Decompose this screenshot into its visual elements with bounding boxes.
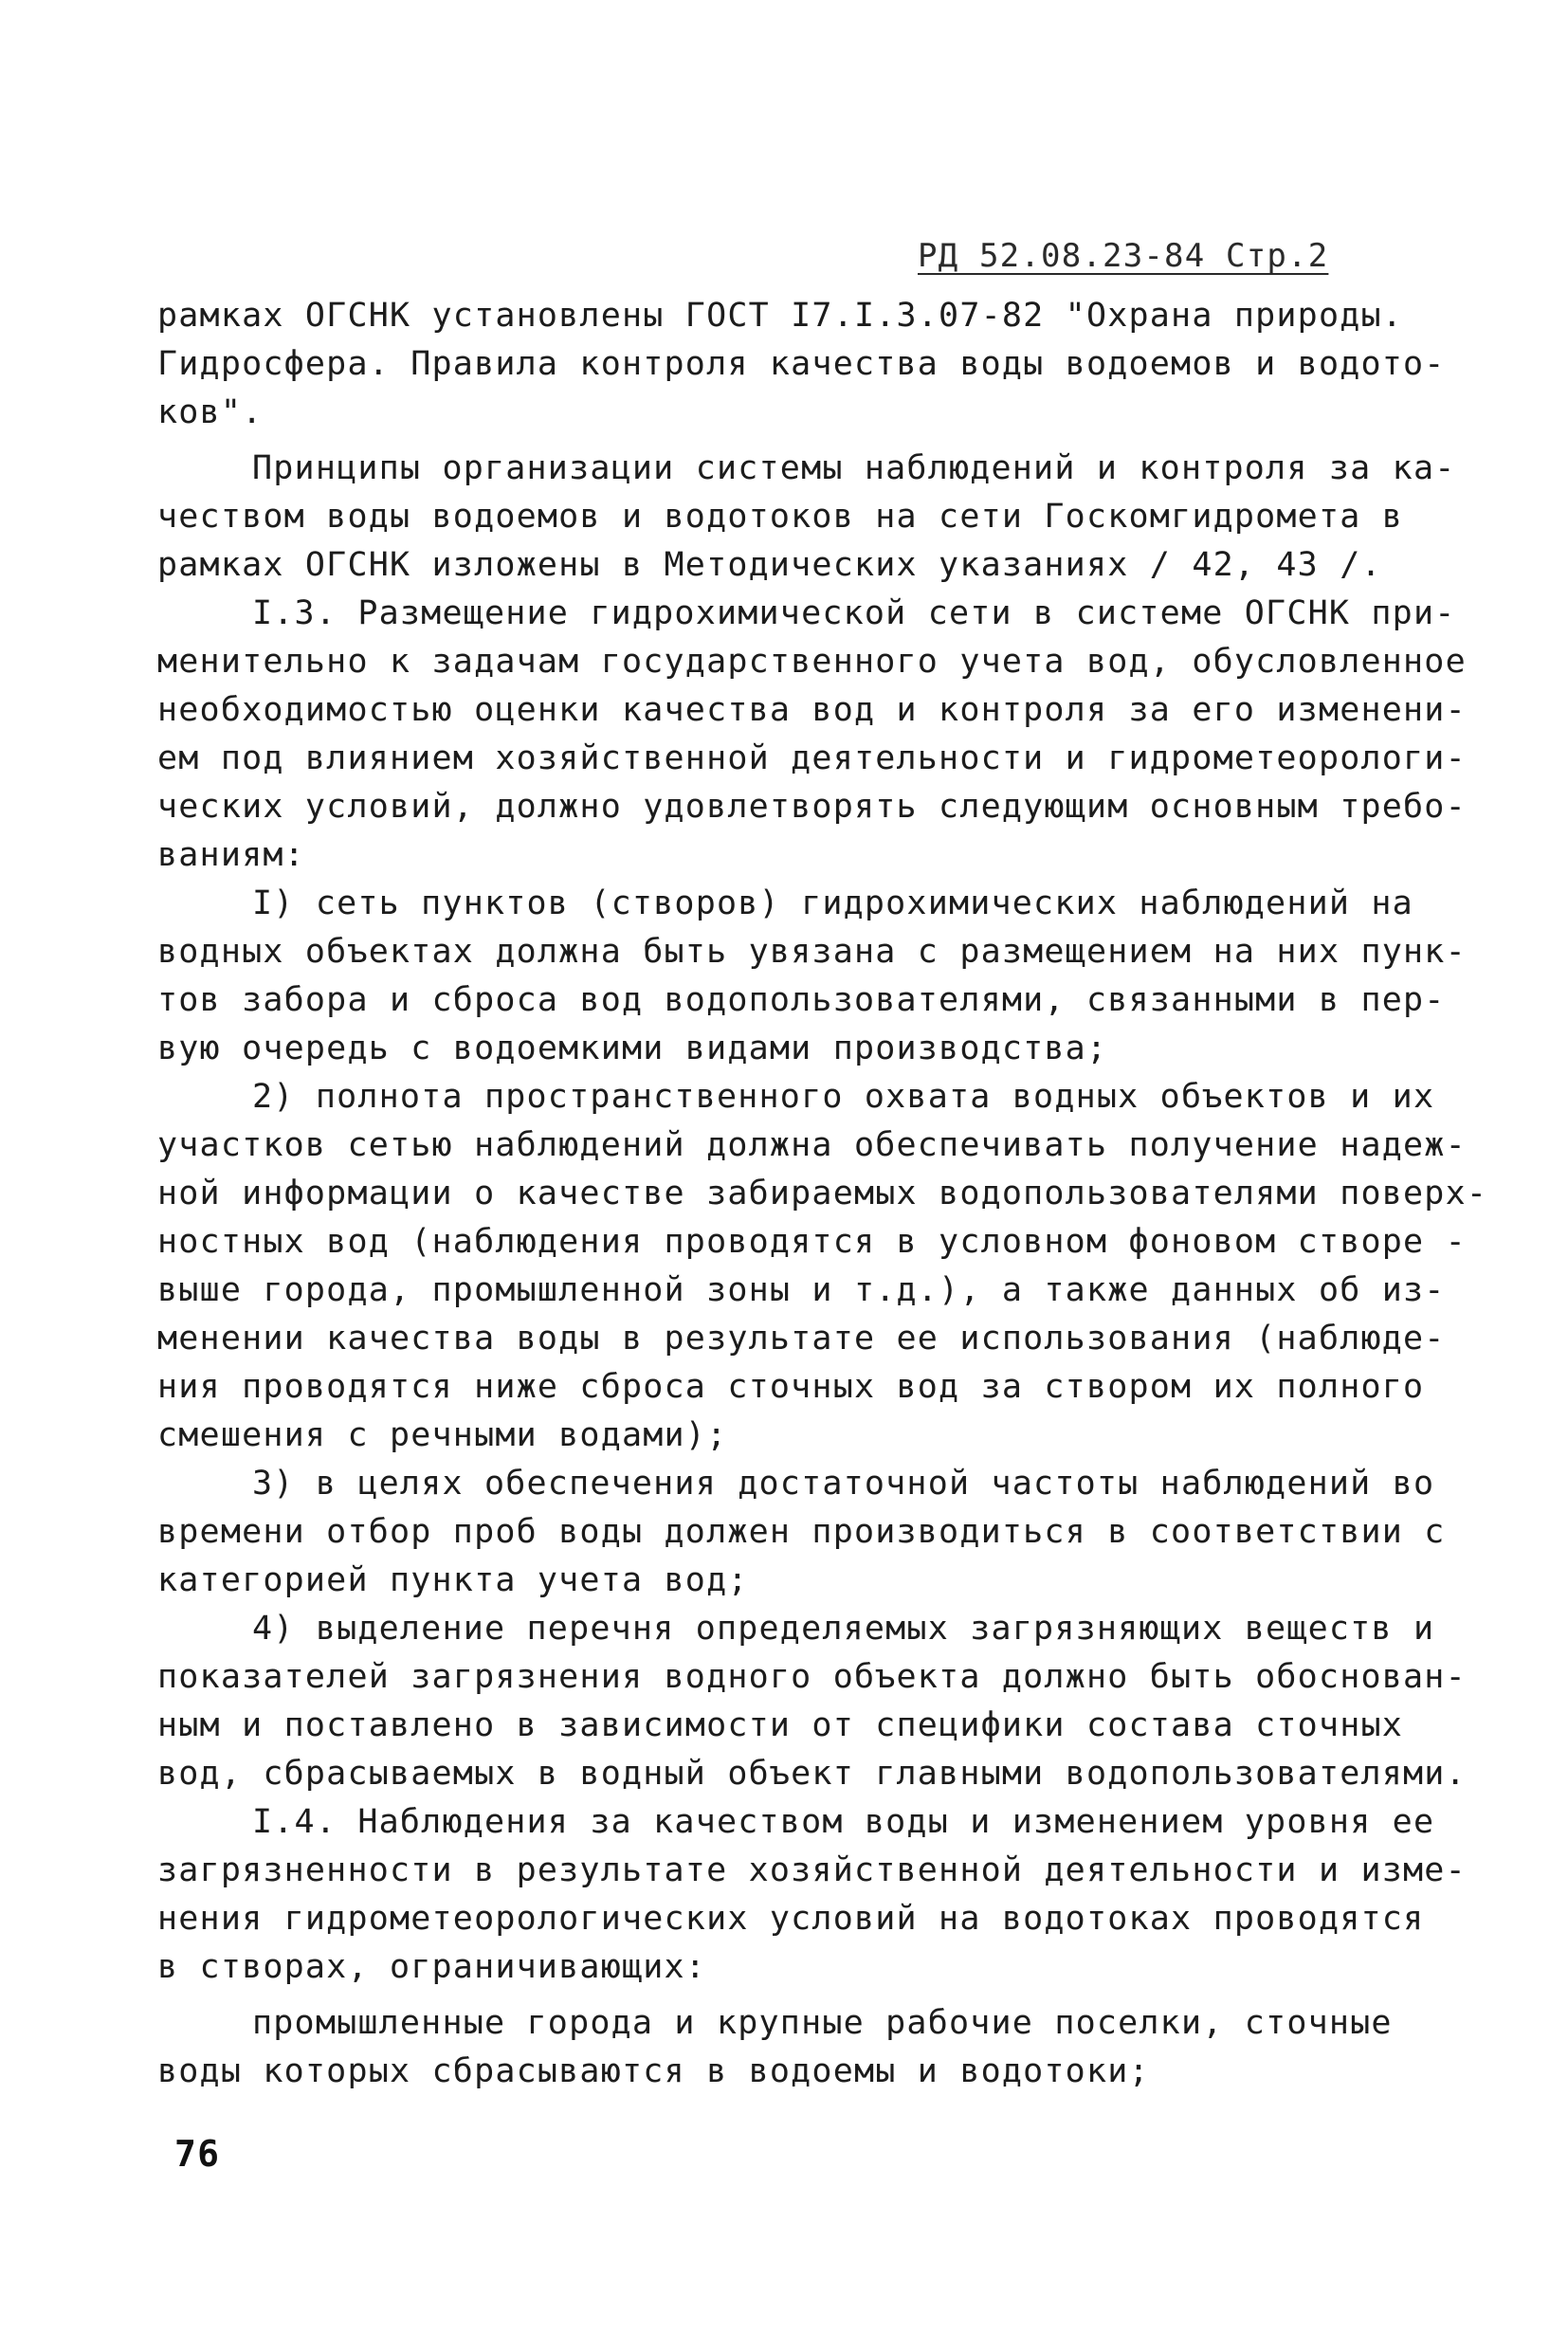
text-line: I.3. Размещение гидрохимической сети в системе ОГСНК при-	[252, 594, 1456, 632]
text-line: рамках ОГСНК установлены ГОСТ I7.I.3.07-82 "Охрана природы.	[157, 297, 1404, 335]
text-line: смешения с речными водами);	[157, 1416, 728, 1454]
text-line: ков".	[157, 393, 264, 431]
text-line: рамках ОГСНК изложены в Методических указаниях / 42, 43 /.	[157, 546, 1382, 584]
section-1-3	[157, 590, 1467, 880]
document-body	[157, 292, 1488, 2096]
requirement-4	[157, 1605, 1467, 1798]
requirement-3	[157, 1460, 1446, 1605]
paragraph-cities	[157, 1999, 1418, 2096]
text-line: показателей загрязнения водного объекта должно быть обоснован-	[157, 1658, 1467, 1696]
text-line: вод, сбрасываемых в водный объект главными водопользователями.	[157, 1755, 1467, 1793]
text-line: времени отбор проб воды должен производиться в соответствии с	[157, 1513, 1446, 1551]
running-header: РД 52.08.23-84 Стр.2	[918, 237, 1329, 275]
text-line: 3) в целях обеспечения достаточной частоты наблюдений во	[252, 1465, 1435, 1503]
text-line: ческих условий, должно удовлетворять следующим основным требо-	[157, 788, 1467, 826]
text-line: ния проводятся ниже сброса сточных вод за створом их полного	[157, 1368, 1425, 1406]
text-line: ной информации о качестве забираемых водопользователями поверх-	[157, 1175, 1488, 1212]
text-line: ным и поставлено в зависимости от специфики состава сточных	[157, 1706, 1404, 1744]
text-line: менении качества воды в результате ее использования (наблюде-	[157, 1320, 1446, 1358]
text-line: I.4. Наблюдения за качеством воды и изменением уровня ее	[252, 1803, 1435, 1841]
text-line: необходимостью оценки качества вод и контроля за его изменени-	[157, 691, 1467, 729]
requirement-1	[157, 880, 1467, 1073]
text-line: промышленные города и крупные рабочие поселки, сточные	[252, 2004, 1393, 2042]
text-line: 2) полнота пространственного охвата водных объектов и их	[252, 1078, 1435, 1116]
text-line: 4) выделение перечня определяемых загрязняющих веществ и	[252, 1610, 1435, 1648]
text-line: Принципы организации системы наблюдений и контроля за ка-	[252, 449, 1456, 487]
text-line: I) сеть пунктов (створов) гидрохимических наблюдений на	[252, 884, 1413, 922]
page-number: 76	[174, 2133, 221, 2175]
text-line: тов забора и сброса вод водопользователями, связанными в пер-	[157, 981, 1446, 1019]
text-line: воды которых сбрасываются в водоемы и водотоки;	[157, 2052, 1150, 2090]
text-line: менительно к задачам государственного учета вод, обусловленное	[157, 643, 1467, 681]
requirement-2	[157, 1073, 1488, 1460]
text-line: вую очередь с водоемкими видами производства;	[157, 1030, 1108, 1067]
text-line: ем под влиянием хозяйственной деятельности и гидрометеорологи-	[157, 739, 1467, 777]
paragraph-2	[157, 445, 1456, 590]
text-line: в створах, ограничивающих:	[157, 1948, 707, 1986]
text-line: категорией пункта учета вод;	[157, 1561, 749, 1599]
text-line: загрязненности в результате хозяйственной деятельности и изме-	[157, 1851, 1467, 1889]
paragraph-1	[157, 292, 1446, 437]
section-1-4	[157, 1798, 1467, 1992]
text-line: нения гидрометеорологических условий на водотоках проводятся	[157, 1900, 1425, 1938]
text-line: чеством воды водоемов и водотоков на сети Госкомгидромета в	[157, 498, 1404, 536]
text-line: выше города, промышленной зоны и т.д.), а также данных об из-	[157, 1271, 1446, 1309]
text-line: ностных вод (наблюдения проводятся в условном фоновом створе -	[157, 1223, 1467, 1261]
text-line: участков сетью наблюдений должна обеспечивать получение надеж-	[157, 1126, 1467, 1164]
text-line: водных объектах должна быть увязана с размещением на них пунк-	[157, 933, 1467, 971]
text-line: Гидросфера. Правила контроля качества воды водоемов и водото-	[157, 345, 1446, 383]
text-line: ваниям:	[157, 836, 305, 874]
